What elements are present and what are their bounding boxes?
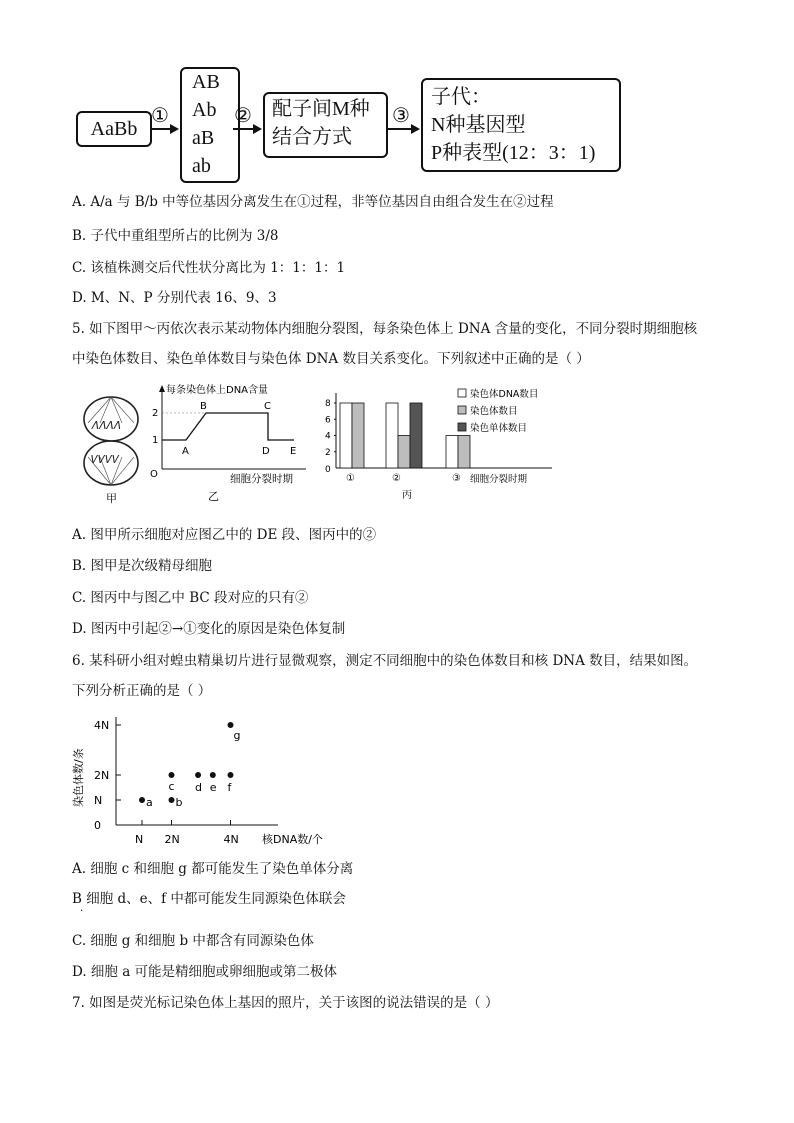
yi-point-d: D <box>262 446 270 457</box>
q6-option-b: B 细胞 d、e、f 中都可能发生同源染色体联会 <box>72 891 346 907</box>
figure-jia-label: 甲 <box>106 492 117 505</box>
scatter-point-c <box>169 772 175 778</box>
flow-start-box <box>76 111 152 147</box>
scatter-y-axis-label: 染色体数/条 <box>72 748 85 807</box>
yi-ytick-1: 1 <box>152 435 159 446</box>
scatter-point-b <box>169 797 175 803</box>
svg-text:𝑉𝑉𝑉𝑉: 𝑉𝑉𝑉𝑉 <box>91 453 120 466</box>
figure-jia-cell <box>76 393 146 505</box>
q5-option-c: C. 图丙中与图乙中 BC 段对应的只有② <box>72 590 309 606</box>
bing-legend-label-3: 染色单体数目 <box>470 423 528 434</box>
bing-legend-swatch-2 <box>458 406 466 414</box>
q5-option-d: D. 图丙中引起②→①变化的原因是染色体复制 <box>72 621 346 637</box>
q5-stem-line-2: 中染色体数目、染色单体数目与染色体 DNA 数目关系变化。下列叙述中正确的是（ ） <box>72 351 590 367</box>
scatter-point-label-c: c <box>168 780 175 793</box>
yi-point-c: C <box>264 401 271 412</box>
bing-bar-2-3 <box>410 403 422 468</box>
q5-option-a: A. 图甲所示细胞对应图乙中的 DE 段、图丙中的② <box>72 527 377 543</box>
q4-option-a: A. A/a 与 B/b 中等位基因分离发生在①过程，非等位基因自由组合发生在②过程 <box>72 194 554 210</box>
yi-point-a: A <box>182 446 189 457</box>
q6-stem-line-1: 6. 某科研小组对蝗虫精巢切片进行显微观察，测定不同细胞中的染色体数目和核 DNA 数目，结果如图。 <box>72 653 698 669</box>
bing-ytick-4: 4 <box>325 431 331 442</box>
q6-stem-line-2: 下列分析正确的是（ ） <box>72 683 212 699</box>
flow-step2-label: ② <box>234 103 252 127</box>
scatter-xtick-4: 4N <box>223 833 239 846</box>
flow-offspring-box <box>421 78 621 172</box>
flow-arrow-3 <box>388 128 418 130</box>
bing-bar-3-2 <box>458 436 470 469</box>
yi-point-b: B <box>200 401 207 412</box>
bing-figure-label: 丙 <box>402 490 412 501</box>
yi-y-axis-label: 每条染色体上DNA含量 <box>166 385 269 396</box>
bing-legend-label-2: 染色体数目 <box>470 406 518 417</box>
bing-ytick-8: 8 <box>325 399 331 409</box>
gamete-ab-mixed2: aB <box>192 127 215 149</box>
scatter-point-label-d: d <box>195 781 203 794</box>
scatter-ytick-4: 4N <box>94 719 110 732</box>
q5-option-b: B. 图甲是次级精母细胞 <box>72 558 213 574</box>
svg-text:𝛬𝛬𝛬𝛬: 𝛬𝛬𝛬𝛬 <box>91 419 121 432</box>
flow-arrow-1 <box>151 128 177 130</box>
q4-option-c: C. 该植株测交后代性状分离比为 1：1：1：1 <box>72 260 346 276</box>
offspring-line-1: 子代： <box>431 86 491 108</box>
figure-bing-chart <box>320 383 560 505</box>
bing-bar-1-2 <box>352 403 364 468</box>
scatter-point-g <box>228 722 234 728</box>
scatter-point-label-g: g <box>233 729 241 742</box>
combine-line-1: 配子间M种 <box>272 98 370 120</box>
scatter-point-f <box>228 772 234 778</box>
scatter-point-e <box>210 772 216 778</box>
q7-stem: 7. 如图是荧光标记染色体上基因的照片，关于该图的说法错误的是（ ） <box>72 995 499 1011</box>
scatter-point-label-a: a <box>146 796 153 809</box>
q4-option-d: D. M、N、P 分别代表 16、9、3 <box>72 290 277 306</box>
scatter-xtick-2: 2N <box>164 833 180 846</box>
bing-category-2: ② <box>392 473 401 484</box>
scatter-xtick-1: N <box>135 833 144 846</box>
flow-step3-label: ③ <box>392 103 410 127</box>
q6-option-d: D. 细胞 a 可能是精细胞或卵细胞或第二极体 <box>72 964 338 980</box>
scatter-point-label-b: b <box>175 796 183 809</box>
figure-yi-chart <box>148 382 313 507</box>
q6-option-c: C. 细胞 g 和细胞 b 中都含有同源染色体 <box>72 933 314 949</box>
yi-point-e: E <box>290 446 297 457</box>
bing-ytick-2: 2 <box>325 447 331 458</box>
yi-ytick-2: 2 <box>152 408 159 419</box>
scatter-x-axis-label: 核DNA数/个 <box>262 833 323 846</box>
gamete-ab-upper: AB <box>192 71 220 93</box>
bing-bar-1-1 <box>340 403 352 468</box>
combine-line-2: 结合方式 <box>272 126 352 148</box>
scatter-ytick-2: 2N <box>94 769 110 782</box>
yi-data-line <box>162 413 294 440</box>
stray-dot: · <box>80 906 84 917</box>
flow-gametes-box <box>180 67 240 183</box>
bing-legend-swatch-1 <box>458 389 466 397</box>
flow-combine-box <box>263 92 388 158</box>
q6-option-a: A. 细胞 c 和细胞 g 都可能发生了染色单体分离 <box>72 861 354 877</box>
scatter-point-a <box>139 797 145 803</box>
offspring-line-2: N种基因型 <box>431 114 526 136</box>
q5-stem-line-1: 5. 如下图甲～丙依次表示某动物体内细胞分裂图，每条染色体上 DNA 含量的变化，不同分裂时期细胞核 <box>72 321 698 337</box>
flow-step1-label: ① <box>151 103 169 127</box>
yi-origin-label: O <box>150 469 158 480</box>
bing-ytick-6: 6 <box>325 415 331 426</box>
scatter-point-label-f: f <box>227 781 232 794</box>
scatter-ytick-0: 0 <box>94 819 101 832</box>
scatter-point-label-e: e <box>209 781 217 794</box>
flow-arrow-2 <box>233 128 260 130</box>
bing-category-3: ③ <box>452 473 461 484</box>
bing-category-1: ① <box>346 473 355 484</box>
offspring-line-3: P种表型(12：3：1) <box>431 142 596 164</box>
bing-bar-3-1 <box>446 436 458 469</box>
gamete-ab-lower: ab <box>192 155 211 177</box>
bing-legend-label-1: 染色体DNA数目 <box>470 389 539 400</box>
yi-figure-label: 乙 <box>208 490 219 503</box>
bing-legend-swatch-3 <box>458 423 466 431</box>
bing-bar-2-1 <box>386 403 398 468</box>
q6-scatter-chart <box>68 707 348 853</box>
scatter-ytick-1: N <box>94 794 103 807</box>
yi-x-axis-label: 细胞分裂时期 <box>230 473 293 485</box>
q4-option-b: B. 子代中重组型所占的比例为 3/8 <box>72 228 279 244</box>
bing-x-axis-label: 细胞分裂时期 <box>470 474 528 485</box>
gamete-ab-mixed1: Ab <box>192 99 217 121</box>
flow-start-text: AaBb <box>90 118 138 140</box>
scatter-point-d <box>195 772 201 778</box>
bing-bar-2-2 <box>398 436 410 469</box>
bing-origin-label: 0 <box>325 465 331 475</box>
